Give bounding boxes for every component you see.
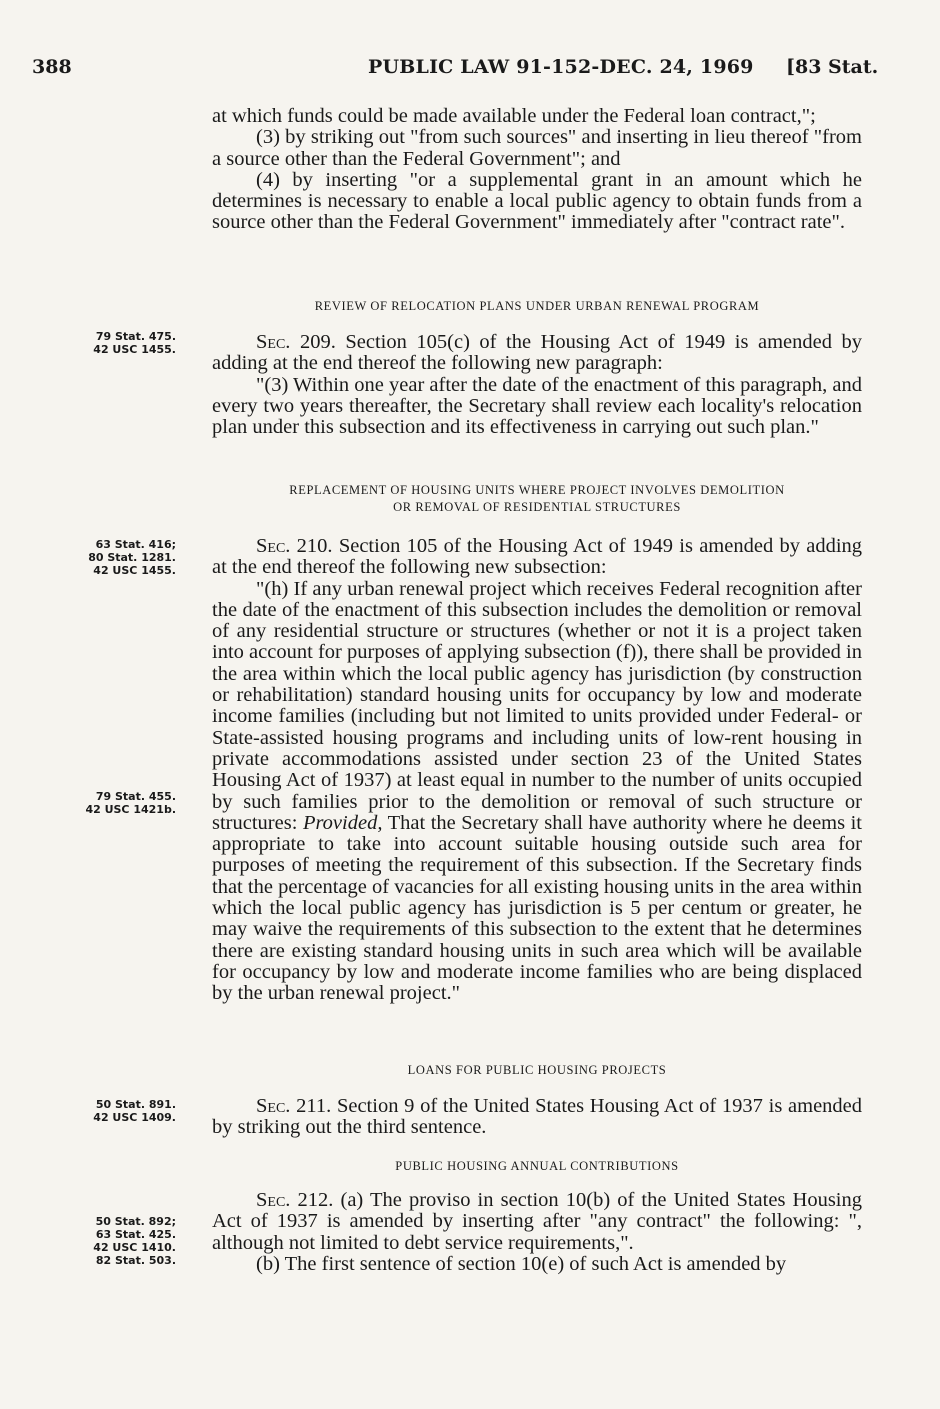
- running-title: PUBLIC LAW 91-152-DEC. 24, 1969: [368, 56, 754, 78]
- volume-reference: [83 Stat.: [786, 56, 879, 78]
- margin-citation-line: 79 Stat. 475.: [95, 330, 176, 343]
- margin-citation-line: 80 Stat. 1281.: [88, 551, 176, 564]
- margin-citation-line: 42 USC 1421b.: [85, 803, 176, 816]
- section-209-margin-citation: [0, 330, 200, 356]
- section-211-label: Sec. 211.: [256, 1095, 332, 1117]
- section-210-heading-line-1: REPLACEMENT OF HOUSING UNITS WHERE PROJECT INVOLVES DEMOLITION: [289, 483, 785, 497]
- section-212-text-a: (a) The proviso in section 10(b) of the United States Housing Act of 1937 is amended by inserting after "any contract" the following: ", although not limited to debt service requirements,".: [212, 1189, 863, 1254]
- section-210-quote-start: "(h) If any urban renewal project which receives Federal recognition after the date of the enactment of this subsection includes the demolition or removal of any residential structure or structures (whether or not it is a project taken into account for purposes of applying subsection (f)), there shall be provided in the area within which the local public agency has jurisdiction (by construction or rehabilitation) standard housing units for occupancy by low and moderate income families (including but not limited to units provided under Federal- or State-assisted housing programs and including units of low-rent housing in private accommodations assisted under section 23 of the United States Housing Act of 1937) at least equal in number to the number of units occupied by such families prior to the demolition or removal of such structure or structures:: [212, 577, 862, 834]
- margin-citation-line: 42 USC 1455.: [93, 343, 176, 356]
- section-210-quote-end: That the Secretary shall have authority where he deems it appropriate to take into account suitable housing outside such area for purposes of meeting the requirement of this subsection. If the Secretary finds that the percentage of vacancies for all existing housing units in the area within which the local public agency has jurisdiction is 5 per centum or greater, he may waive the requirements of this subsection to the extent that he determines there are existing standard housing units in such area which will be available for occupancy by low and moderate income families who are being displaced by the urban renewal project.": [212, 811, 863, 1005]
- section-210-heading: [212, 482, 862, 516]
- section-212-heading: PUBLIC HOUSING ANNUAL CONTRIBUTIONS: [395, 1159, 679, 1173]
- section-212-margin-citation: [0, 1215, 200, 1267]
- section-209-quote: "(3) Within one year after the date of the enactment of this paragraph, and every two years thereafter, the Secretary shall review each locality's relocation plan under this subsection and its effectiveness in carrying out such plan.": [212, 373, 862, 439]
- section-212-text-b: (b) The first sentence of section 10(e) of such Act is amended by: [256, 1252, 787, 1275]
- margin-citation-line: 42 USC 1455.: [93, 564, 176, 577]
- section-212-label: Sec. 212.: [256, 1189, 334, 1211]
- margin-citation-line: 42 USC 1410.: [93, 1241, 176, 1254]
- section-212-body: [212, 1190, 862, 1275]
- margin-citation-line: 42 USC 1409.: [93, 1111, 176, 1124]
- amendment-item-3: (3) by striking out "from such sources" and inserting in lieu thereof "from a source other than the Federal Government"; and: [212, 126, 862, 170]
- section-210-label: Sec. 210.: [256, 535, 333, 557]
- provided-word: Provided,: [302, 811, 383, 834]
- page-header: [0, 56, 940, 86]
- margin-citation-line: 63 Stat. 416;: [95, 538, 176, 551]
- section-210-margin-citation: [0, 538, 200, 577]
- margin-citation-line: 50 Stat. 892;: [95, 1215, 176, 1228]
- section-209-heading: REVIEW OF RELOCATION PLANS UNDER URBAN RENEWAL PROGRAM: [314, 299, 760, 313]
- margin-citation-line: 63 Stat. 425.: [95, 1228, 176, 1241]
- section-211-text: Section 9 of the United States Housing Act of 1937 is amended by striking out the third sentence.: [212, 1095, 863, 1139]
- section-210-margin-citation-2: [0, 790, 200, 816]
- section-211-body: [212, 1096, 862, 1139]
- section-211-heading: LOANS FOR PUBLIC HOUSING PROJECTS: [407, 1063, 667, 1077]
- margin-citation-line: 82 Stat. 503.: [95, 1254, 176, 1267]
- section-209-label: Sec. 209.: [256, 331, 336, 353]
- section-211-margin-citation: [0, 1098, 200, 1124]
- page-number: 388: [32, 56, 72, 78]
- margin-citation-line: 79 Stat. 455.: [95, 790, 176, 803]
- section-209-body: [212, 332, 862, 438]
- section-210-text: Section 105 of the Housing Act of 1949 is amended by adding at the end thereof the following new subsection:: [212, 535, 863, 579]
- margin-citation-line: 50 Stat. 891.: [95, 1098, 176, 1111]
- continuation-line: at which funds could be made available under the Federal loan contract,";: [212, 105, 816, 127]
- section-209-text: Section 105(c) of the Housing Act of 1949 is amended by adding at the end thereof the following new paragraph:: [212, 331, 863, 375]
- section-210-heading-line-2: OR REMOVAL OF RESIDENTIAL STRUCTURES: [393, 500, 681, 514]
- amendment-item-4: (4) by inserting "or a supplemental grant in an amount which he determines is necessary to enable a local public agency to obtain funds from a source other than the Federal Government" immediately after "contract rate".: [212, 168, 862, 234]
- continuation-block: [212, 106, 862, 234]
- section-210-body: [212, 536, 862, 1005]
